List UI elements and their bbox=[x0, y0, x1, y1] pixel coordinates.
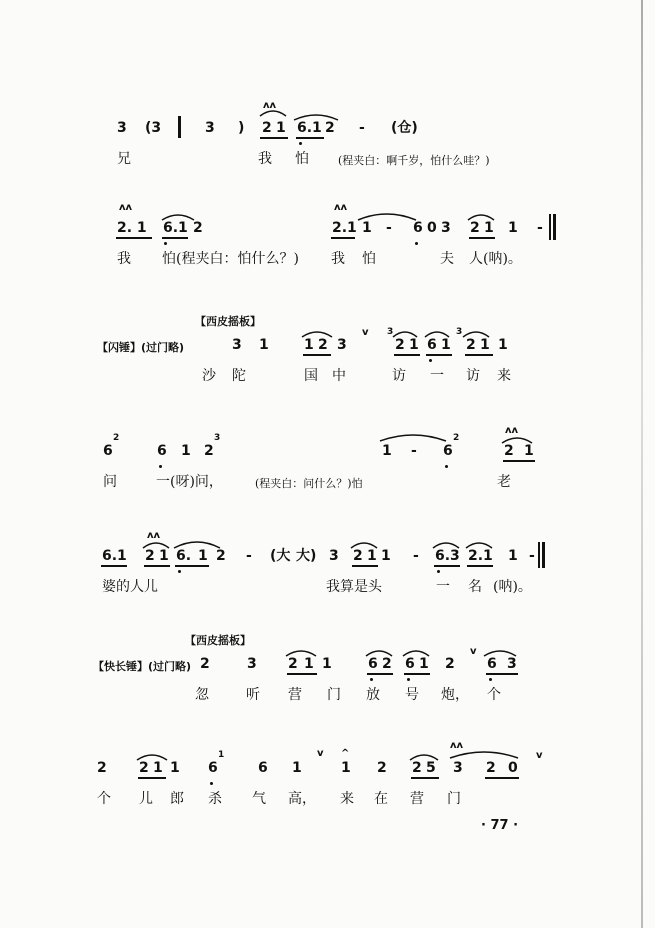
note: 1 bbox=[153, 760, 163, 776]
lyric: 国 bbox=[304, 368, 318, 384]
underline bbox=[469, 237, 495, 239]
note: ) bbox=[238, 120, 245, 136]
score-line-1 bbox=[0, 100, 655, 200]
ornament-mark: ʌʌ bbox=[334, 202, 348, 213]
lyric: 我 bbox=[117, 251, 131, 267]
underline bbox=[485, 777, 519, 779]
underline bbox=[116, 237, 152, 239]
ornament-mark: ʌʌ bbox=[505, 425, 519, 436]
underline bbox=[367, 673, 393, 675]
low-octave-dot bbox=[299, 142, 302, 145]
lyric: 个 bbox=[97, 791, 111, 807]
note: 2 bbox=[412, 760, 422, 776]
lyric: 儿 bbox=[139, 791, 153, 807]
lyric: 访 bbox=[392, 368, 406, 384]
lyric: 营 bbox=[410, 791, 424, 807]
note: 2 bbox=[470, 220, 480, 236]
note: 2 bbox=[145, 548, 155, 564]
underline bbox=[352, 565, 378, 567]
note: 6.1 bbox=[163, 220, 188, 236]
note: 1 bbox=[441, 337, 451, 353]
note: 1 bbox=[381, 548, 391, 564]
lyric: 怕 bbox=[295, 151, 309, 167]
note: 6.1 bbox=[102, 548, 127, 564]
note: 1 bbox=[304, 337, 314, 353]
ornament-mark: ʌʌ bbox=[263, 100, 277, 111]
underline bbox=[331, 237, 355, 239]
note: 1 bbox=[498, 337, 508, 353]
note: 6 bbox=[487, 656, 497, 672]
note: 2 bbox=[262, 120, 272, 136]
final-barline bbox=[542, 542, 545, 568]
note: 1 bbox=[382, 443, 392, 459]
note: 3 bbox=[337, 337, 347, 353]
lyric: 人(呐)。 bbox=[469, 251, 522, 267]
note: 2 bbox=[377, 760, 387, 776]
note: 6. bbox=[176, 548, 192, 564]
note: 0 bbox=[508, 760, 518, 776]
note: 1 bbox=[259, 337, 269, 353]
note: 2 bbox=[204, 443, 214, 459]
note: 6 bbox=[413, 220, 423, 236]
score-line-3 bbox=[0, 327, 655, 417]
note: 2 bbox=[486, 760, 496, 776]
note: 2 bbox=[200, 656, 210, 672]
ornament-mark: ʌʌ bbox=[119, 202, 133, 213]
note: 1 bbox=[170, 760, 180, 776]
note: 3 bbox=[329, 548, 339, 564]
lyric: 访 bbox=[466, 368, 480, 384]
underline bbox=[434, 565, 460, 567]
note: 6 bbox=[157, 443, 167, 459]
lyric: 一(呀)问， bbox=[156, 474, 223, 490]
note: 6 bbox=[427, 337, 437, 353]
underline bbox=[486, 673, 518, 675]
note: 2 bbox=[325, 120, 335, 136]
note: - bbox=[537, 220, 543, 236]
lyric: 一 bbox=[430, 368, 444, 384]
underline bbox=[144, 565, 170, 567]
grace-note: 1 bbox=[218, 750, 225, 760]
lyric: 问 bbox=[103, 474, 117, 490]
note: 1 bbox=[484, 220, 494, 236]
note: - bbox=[246, 548, 252, 564]
lyric: 兄 bbox=[117, 151, 131, 167]
lyric: 我 bbox=[331, 251, 345, 267]
note: 1 bbox=[341, 760, 351, 776]
score-line-4 bbox=[0, 425, 655, 523]
note: 1 bbox=[409, 337, 419, 353]
note: 2 bbox=[353, 548, 363, 564]
lyric: 营 bbox=[288, 687, 302, 703]
note: 1 bbox=[276, 120, 286, 136]
final-barline bbox=[553, 214, 556, 240]
lyric: 门 bbox=[447, 791, 461, 807]
breath-mark: v bbox=[317, 748, 324, 759]
slur bbox=[378, 429, 448, 443]
lyric: 炮， bbox=[441, 687, 469, 703]
low-octave-dot bbox=[445, 465, 448, 468]
underline bbox=[175, 565, 209, 567]
note: 2 bbox=[382, 656, 392, 672]
note: 大) bbox=[296, 548, 317, 564]
note: 1 bbox=[367, 548, 377, 564]
ornament-mark: ʌʌ bbox=[147, 530, 161, 541]
lyric: 沙 bbox=[202, 368, 216, 384]
note: (3 bbox=[145, 120, 162, 136]
underline bbox=[503, 460, 535, 462]
note: 1 bbox=[362, 220, 372, 236]
breath-mark: v bbox=[470, 646, 477, 657]
note: 3 bbox=[453, 760, 463, 776]
score-line-5 bbox=[0, 530, 655, 628]
lyric: 门 bbox=[327, 687, 341, 703]
underline bbox=[296, 137, 324, 139]
page-number: · 77 · bbox=[481, 818, 519, 833]
note: 3 bbox=[247, 656, 257, 672]
low-octave-dot bbox=[415, 242, 418, 245]
note: 1 bbox=[159, 548, 169, 564]
note: 2 bbox=[139, 760, 149, 776]
underline bbox=[467, 565, 493, 567]
lyric: 老 bbox=[497, 474, 511, 490]
note: 1 bbox=[304, 656, 314, 672]
underline bbox=[260, 137, 288, 139]
underline bbox=[287, 673, 317, 675]
grace-note: 3 bbox=[214, 433, 221, 443]
note: 6 bbox=[443, 443, 453, 459]
barline bbox=[178, 116, 181, 138]
lyric: 中 bbox=[332, 368, 346, 384]
underline bbox=[303, 354, 331, 356]
lyric: 听 bbox=[246, 687, 260, 703]
note: 2 bbox=[193, 220, 203, 236]
lyric: 高， bbox=[288, 791, 316, 807]
note: 2 bbox=[466, 337, 476, 353]
grace-note: 3 bbox=[456, 327, 463, 337]
lyric: 一 bbox=[436, 579, 450, 595]
low-octave-dot bbox=[437, 570, 440, 573]
note: 2 bbox=[216, 548, 226, 564]
note: 1 bbox=[508, 220, 518, 236]
note: - bbox=[359, 120, 365, 136]
final-barline-thin bbox=[549, 214, 551, 240]
note: 0 bbox=[427, 220, 437, 236]
note: 1 bbox=[198, 548, 208, 564]
lyric: 我 bbox=[258, 151, 272, 167]
note: 3 bbox=[232, 337, 242, 353]
underline bbox=[411, 777, 439, 779]
note: 1 bbox=[480, 337, 490, 353]
note: 6 bbox=[368, 656, 378, 672]
lyric: 在 bbox=[374, 791, 388, 807]
lyric: 怕 bbox=[362, 251, 376, 267]
note: 2. 1 bbox=[117, 220, 147, 236]
lyric: 放 bbox=[366, 687, 380, 703]
slur bbox=[448, 746, 520, 760]
note: 3 bbox=[507, 656, 517, 672]
note: 6.1 bbox=[297, 120, 322, 136]
note: 1 bbox=[524, 443, 534, 459]
final-barline-thin bbox=[538, 542, 540, 568]
note: 2 bbox=[288, 656, 298, 672]
note: 6 bbox=[405, 656, 415, 672]
section-header: 【西皮摇板】 bbox=[185, 634, 251, 647]
breath-mark: v bbox=[362, 327, 369, 338]
note: 6 bbox=[103, 443, 113, 459]
breath-mark: v bbox=[536, 750, 543, 761]
note: (仓) bbox=[391, 120, 418, 136]
cue-label: 【闪锤】(过门略) bbox=[97, 341, 185, 354]
note: 3 bbox=[441, 220, 451, 236]
low-octave-dot bbox=[407, 678, 410, 681]
note: - bbox=[413, 548, 419, 564]
low-octave-dot bbox=[159, 465, 162, 468]
score-line-6 bbox=[0, 646, 655, 736]
accent-mark: ^ bbox=[341, 748, 350, 759]
low-octave-dot bbox=[370, 678, 373, 681]
note: 2.1 bbox=[468, 548, 493, 564]
note: - bbox=[411, 443, 417, 459]
note: 1 bbox=[292, 760, 302, 776]
low-octave-dot bbox=[489, 678, 492, 681]
lyric: 号 bbox=[405, 687, 419, 703]
score-line-2 bbox=[0, 202, 655, 300]
score-line-7 bbox=[0, 740, 655, 840]
underline bbox=[101, 565, 127, 567]
lyric: 郎 bbox=[170, 791, 184, 807]
note: 2 bbox=[504, 443, 514, 459]
lyric: 名 bbox=[468, 579, 482, 595]
note: 1 bbox=[322, 656, 332, 672]
note: 3 bbox=[117, 120, 127, 136]
underline bbox=[404, 673, 430, 675]
lyric: 气 bbox=[252, 791, 266, 807]
lyric: 来 bbox=[497, 368, 511, 384]
note: 3 bbox=[205, 120, 215, 136]
underline bbox=[162, 237, 188, 239]
lyric: 忽 bbox=[195, 687, 209, 703]
lyric: 陀 bbox=[232, 368, 246, 384]
note: 6 bbox=[208, 760, 218, 776]
cue-label: 【快长锤】(过门略) bbox=[93, 660, 192, 673]
low-octave-dot bbox=[429, 359, 432, 362]
note: 2 bbox=[97, 760, 107, 776]
note: 2 bbox=[395, 337, 405, 353]
note: 5 bbox=[426, 760, 436, 776]
note: 2 bbox=[318, 337, 328, 353]
section-header: 【西皮摇板】 bbox=[195, 315, 261, 328]
lyric: 我算是头 bbox=[326, 579, 382, 595]
note: 1 bbox=[181, 443, 191, 459]
note: 1 bbox=[419, 656, 429, 672]
note: 1 bbox=[508, 548, 518, 564]
note: - bbox=[529, 548, 535, 564]
lyric: 夫 bbox=[440, 251, 454, 267]
note: 6 bbox=[258, 760, 268, 776]
note: (大 bbox=[270, 548, 291, 564]
lyric: 婆的人儿 bbox=[102, 579, 158, 595]
grace-note: 2 bbox=[113, 433, 120, 443]
grace-note: 2 bbox=[453, 433, 460, 443]
slur bbox=[258, 106, 288, 118]
ornament-mark: ʌʌ bbox=[450, 740, 464, 751]
lyric: 来 bbox=[340, 791, 354, 807]
lyric: 怕(程夹白：怕什么？) bbox=[162, 251, 299, 267]
note: 2.1 bbox=[332, 220, 357, 236]
spoken-interjection: (程夹白：啊千岁，怕什么哇？) bbox=[338, 154, 490, 167]
lyric: 个 bbox=[487, 687, 501, 703]
lyric: 杀 bbox=[208, 791, 222, 807]
lyric: (呐)。 bbox=[493, 579, 532, 595]
underline bbox=[138, 777, 166, 779]
underline bbox=[465, 354, 493, 356]
low-octave-dot bbox=[164, 242, 167, 245]
underline bbox=[394, 354, 420, 356]
underline bbox=[426, 354, 452, 356]
low-octave-dot bbox=[178, 570, 181, 573]
spoken-interjection: (程夹白：问什么？)怕 bbox=[255, 477, 363, 490]
note: 6.3 bbox=[435, 548, 460, 564]
note: 2 bbox=[445, 656, 455, 672]
low-octave-dot bbox=[210, 782, 213, 785]
grace-note: 3 bbox=[387, 327, 394, 337]
note: - bbox=[386, 220, 392, 236]
